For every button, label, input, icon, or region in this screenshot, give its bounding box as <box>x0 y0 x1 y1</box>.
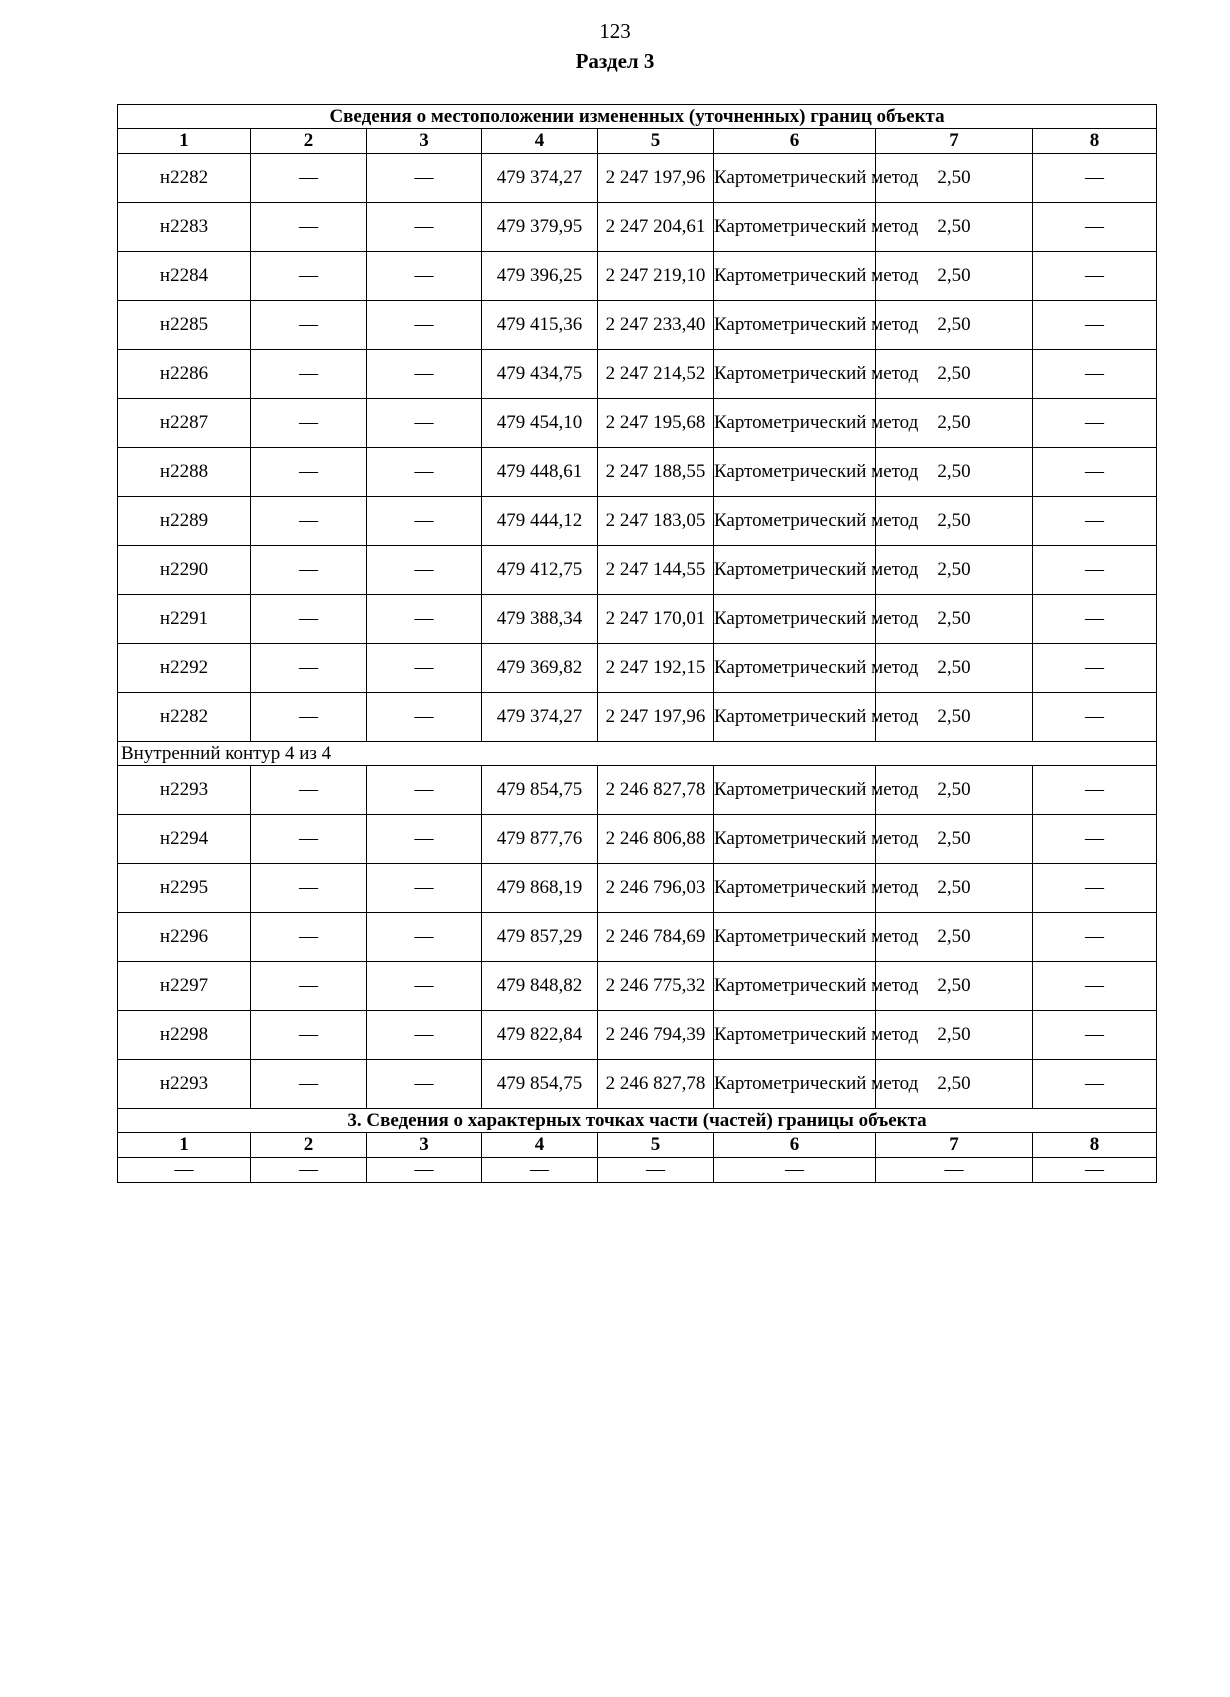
col8-cell: — <box>1033 203 1157 252</box>
method-cell: Картометрический метод <box>714 1060 876 1109</box>
point-id-cell: н2292 <box>118 644 251 693</box>
table-body <box>118 105 1157 1183</box>
y-coord-cell: 2 246 794,39 <box>598 1011 714 1060</box>
col8-cell: — <box>1033 962 1157 1011</box>
col2-cell: — <box>251 1011 367 1060</box>
accuracy-cell: 2,50 <box>876 962 1033 1011</box>
col8-cell: — <box>1033 815 1157 864</box>
y-coord-cell: 2 247 195,68 <box>598 399 714 448</box>
col8-cell: — <box>1033 301 1157 350</box>
col3-cell: — <box>367 644 482 693</box>
section-heading: 3. Сведения о характерных точках части (частей) границы объекта <box>118 1109 1157 1133</box>
point-id-cell: н2282 <box>118 154 251 203</box>
col2-cell: — <box>251 693 367 742</box>
x-coord-cell: 479 854,75 <box>482 1060 598 1109</box>
method-cell: Картометрический метод <box>714 203 876 252</box>
column-numbers-row <box>118 1133 1157 1158</box>
column-number: 8 <box>1033 129 1157 154</box>
col2-cell: — <box>251 301 367 350</box>
column-number: 8 <box>1033 1133 1157 1158</box>
accuracy-cell: 2,50 <box>876 350 1033 399</box>
empty-cell: — <box>1033 1158 1157 1183</box>
point-id-cell: н2294 <box>118 815 251 864</box>
y-coord-cell: 2 247 204,61 <box>598 203 714 252</box>
column-numbers-row <box>118 129 1157 154</box>
column-number: 4 <box>482 1133 598 1158</box>
col3-cell: — <box>367 815 482 864</box>
method-cell: Картометрический метод <box>714 399 876 448</box>
col8-cell: — <box>1033 448 1157 497</box>
col8-cell: — <box>1033 1060 1157 1109</box>
point-id-cell: н2286 <box>118 350 251 399</box>
empty-row <box>118 1158 1157 1183</box>
point-id-cell: н2298 <box>118 1011 251 1060</box>
col2-cell: — <box>251 154 367 203</box>
column-number: 5 <box>598 129 714 154</box>
col2-cell: — <box>251 546 367 595</box>
column-number: 3 <box>367 129 482 154</box>
table-row <box>118 546 1157 595</box>
point-id-cell: н2295 <box>118 864 251 913</box>
method-cell: Картометрический метод <box>714 595 876 644</box>
y-coord-cell: 2 246 775,32 <box>598 962 714 1011</box>
col2-cell: — <box>251 864 367 913</box>
page-number: 123 <box>599 19 631 43</box>
accuracy-cell: 2,50 <box>876 815 1033 864</box>
x-coord-cell: 479 374,27 <box>482 154 598 203</box>
y-coord-cell: 2 247 197,96 <box>598 154 714 203</box>
x-coord-cell: 479 444,12 <box>482 497 598 546</box>
x-coord-cell: 479 369,82 <box>482 644 598 693</box>
col8-cell: — <box>1033 350 1157 399</box>
table-row <box>118 1060 1157 1109</box>
empty-cell: — <box>714 1158 876 1183</box>
col2-cell: — <box>251 595 367 644</box>
method-cell: Картометрический метод <box>714 350 876 399</box>
x-coord-cell: 479 434,75 <box>482 350 598 399</box>
column-number: 1 <box>118 1133 251 1158</box>
x-coord-cell: 479 415,36 <box>482 301 598 350</box>
col8-cell: — <box>1033 595 1157 644</box>
col2-cell: — <box>251 497 367 546</box>
point-id-cell: н2285 <box>118 301 251 350</box>
x-coord-cell: 479 854,75 <box>482 766 598 815</box>
point-id-cell: н2291 <box>118 595 251 644</box>
point-id-cell: н2287 <box>118 399 251 448</box>
col3-cell: — <box>367 399 482 448</box>
col8-cell: — <box>1033 497 1157 546</box>
col3-cell: — <box>367 497 482 546</box>
column-number: 6 <box>714 129 876 154</box>
table-heading-row <box>118 105 1157 129</box>
table-row <box>118 913 1157 962</box>
table-row <box>118 203 1157 252</box>
method-cell: Картометрический метод <box>714 497 876 546</box>
col2-cell: — <box>251 962 367 1011</box>
col3-cell: — <box>367 913 482 962</box>
table-row <box>118 644 1157 693</box>
table-row <box>118 154 1157 203</box>
x-coord-cell: 479 396,25 <box>482 252 598 301</box>
y-coord-cell: 2 247 144,55 <box>598 546 714 595</box>
accuracy-cell: 2,50 <box>876 252 1033 301</box>
table-row <box>118 252 1157 301</box>
column-number: 3 <box>367 1133 482 1158</box>
x-coord-cell: 479 454,10 <box>482 399 598 448</box>
method-cell: Картометрический метод <box>714 962 876 1011</box>
accuracy-cell: 2,50 <box>876 301 1033 350</box>
y-coord-cell: 2 246 827,78 <box>598 1060 714 1109</box>
accuracy-cell: 2,50 <box>876 203 1033 252</box>
y-coord-cell: 2 246 806,88 <box>598 815 714 864</box>
method-cell: Картометрический метод <box>714 644 876 693</box>
col8-cell: — <box>1033 693 1157 742</box>
x-coord-cell: 479 412,75 <box>482 546 598 595</box>
method-cell: Картометрический метод <box>714 913 876 962</box>
column-number: 7 <box>876 1133 1033 1158</box>
point-id-cell: н2288 <box>118 448 251 497</box>
table-row <box>118 399 1157 448</box>
column-number: 1 <box>118 129 251 154</box>
point-id-cell: н2282 <box>118 693 251 742</box>
col3-cell: — <box>367 546 482 595</box>
empty-cell: — <box>118 1158 251 1183</box>
col3-cell: — <box>367 154 482 203</box>
accuracy-cell: 2,50 <box>876 1011 1033 1060</box>
method-cell: Картометрический метод <box>714 546 876 595</box>
accuracy-cell: 2,50 <box>876 693 1033 742</box>
column-number: 4 <box>482 129 598 154</box>
empty-cell: — <box>876 1158 1033 1183</box>
accuracy-cell: 2,50 <box>876 766 1033 815</box>
col8-cell: — <box>1033 1011 1157 1060</box>
col3-cell: — <box>367 448 482 497</box>
table-row <box>118 1011 1157 1060</box>
col3-cell: — <box>367 252 482 301</box>
col3-cell: — <box>367 962 482 1011</box>
col2-cell: — <box>251 203 367 252</box>
table-row <box>118 301 1157 350</box>
accuracy-cell: 2,50 <box>876 864 1033 913</box>
y-coord-cell: 2 246 784,69 <box>598 913 714 962</box>
col3-cell: — <box>367 864 482 913</box>
column-number: 7 <box>876 129 1033 154</box>
point-id-cell: н2297 <box>118 962 251 1011</box>
point-id-cell: н2296 <box>118 913 251 962</box>
table-row <box>118 864 1157 913</box>
accuracy-cell: 2,50 <box>876 546 1033 595</box>
y-coord-cell: 2 247 170,01 <box>598 595 714 644</box>
y-coord-cell: 2 246 827,78 <box>598 766 714 815</box>
col3-cell: — <box>367 301 482 350</box>
column-number: 5 <box>598 1133 714 1158</box>
empty-cell: — <box>598 1158 714 1183</box>
col8-cell: — <box>1033 864 1157 913</box>
x-coord-cell: 479 868,19 <box>482 864 598 913</box>
point-id-cell: н2290 <box>118 546 251 595</box>
boundary-points-table <box>117 104 1157 1183</box>
col2-cell: — <box>251 448 367 497</box>
table-heading: Сведения о местоположении измененных (уточненных) границ объекта <box>118 105 1157 129</box>
accuracy-cell: 2,50 <box>876 595 1033 644</box>
y-coord-cell: 2 247 188,55 <box>598 448 714 497</box>
col8-cell: — <box>1033 252 1157 301</box>
col8-cell: — <box>1033 766 1157 815</box>
col3-cell: — <box>367 1060 482 1109</box>
col2-cell: — <box>251 1060 367 1109</box>
accuracy-cell: 2,50 <box>876 399 1033 448</box>
x-coord-cell: 479 857,29 <box>482 913 598 962</box>
method-cell: Картометрический метод <box>714 1011 876 1060</box>
contour-subheading-row <box>118 742 1157 766</box>
method-cell: Картометрический метод <box>714 154 876 203</box>
table-row <box>118 766 1157 815</box>
col2-cell: — <box>251 350 367 399</box>
x-coord-cell: 479 848,82 <box>482 962 598 1011</box>
column-number: 6 <box>714 1133 876 1158</box>
col3-cell: — <box>367 1011 482 1060</box>
column-number: 2 <box>251 1133 367 1158</box>
col3-cell: — <box>367 693 482 742</box>
point-id-cell: н2293 <box>118 1060 251 1109</box>
method-cell: Картометрический метод <box>714 252 876 301</box>
method-cell: Картометрический метод <box>714 864 876 913</box>
col2-cell: — <box>251 913 367 962</box>
accuracy-cell: 2,50 <box>876 644 1033 693</box>
y-coord-cell: 2 247 183,05 <box>598 497 714 546</box>
x-coord-cell: 479 877,76 <box>482 815 598 864</box>
accuracy-cell: 2,50 <box>876 154 1033 203</box>
method-cell: Картометрический метод <box>714 301 876 350</box>
col3-cell: — <box>367 203 482 252</box>
accuracy-cell: 2,50 <box>876 1060 1033 1109</box>
col3-cell: — <box>367 766 482 815</box>
x-coord-cell: 479 822,84 <box>482 1011 598 1060</box>
col2-cell: — <box>251 644 367 693</box>
point-id-cell: н2293 <box>118 766 251 815</box>
point-id-cell: н2284 <box>118 252 251 301</box>
point-id-cell: н2289 <box>118 497 251 546</box>
col2-cell: — <box>251 252 367 301</box>
method-cell: Картометрический метод <box>714 448 876 497</box>
table-row <box>118 595 1157 644</box>
table-row <box>118 693 1157 742</box>
col2-cell: — <box>251 766 367 815</box>
accuracy-cell: 2,50 <box>876 913 1033 962</box>
empty-cell: — <box>482 1158 598 1183</box>
col8-cell: — <box>1033 154 1157 203</box>
x-coord-cell: 479 388,34 <box>482 595 598 644</box>
col3-cell: — <box>367 350 482 399</box>
accuracy-cell: 2,50 <box>876 497 1033 546</box>
column-number: 2 <box>251 129 367 154</box>
empty-cell: — <box>251 1158 367 1183</box>
table-row <box>118 448 1157 497</box>
col2-cell: — <box>251 815 367 864</box>
col8-cell: — <box>1033 546 1157 595</box>
y-coord-cell: 2 246 796,03 <box>598 864 714 913</box>
y-coord-cell: 2 247 192,15 <box>598 644 714 693</box>
x-coord-cell: 479 379,95 <box>482 203 598 252</box>
section-title: Раздел 3 <box>575 49 655 73</box>
col8-cell: — <box>1033 399 1157 448</box>
x-coord-cell: 479 448,61 <box>482 448 598 497</box>
empty-cell: — <box>367 1158 482 1183</box>
y-coord-cell: 2 247 197,96 <box>598 693 714 742</box>
method-cell: Картометрический метод <box>714 815 876 864</box>
col8-cell: — <box>1033 644 1157 693</box>
y-coord-cell: 2 247 214,52 <box>598 350 714 399</box>
point-id-cell: н2283 <box>118 203 251 252</box>
contour-subheading: Внутренний контур 4 из 4 <box>118 742 1157 766</box>
col8-cell: — <box>1033 913 1157 962</box>
col2-cell: — <box>251 399 367 448</box>
method-cell: Картометрический метод <box>714 766 876 815</box>
accuracy-cell: 2,50 <box>876 448 1033 497</box>
table-row <box>118 815 1157 864</box>
table-row <box>118 350 1157 399</box>
table-row <box>118 497 1157 546</box>
section-heading-row <box>118 1109 1157 1133</box>
table-row <box>118 962 1157 1011</box>
y-coord-cell: 2 247 219,10 <box>598 252 714 301</box>
col3-cell: — <box>367 595 482 644</box>
y-coord-cell: 2 247 233,40 <box>598 301 714 350</box>
method-cell: Картометрический метод <box>714 693 876 742</box>
x-coord-cell: 479 374,27 <box>482 693 598 742</box>
